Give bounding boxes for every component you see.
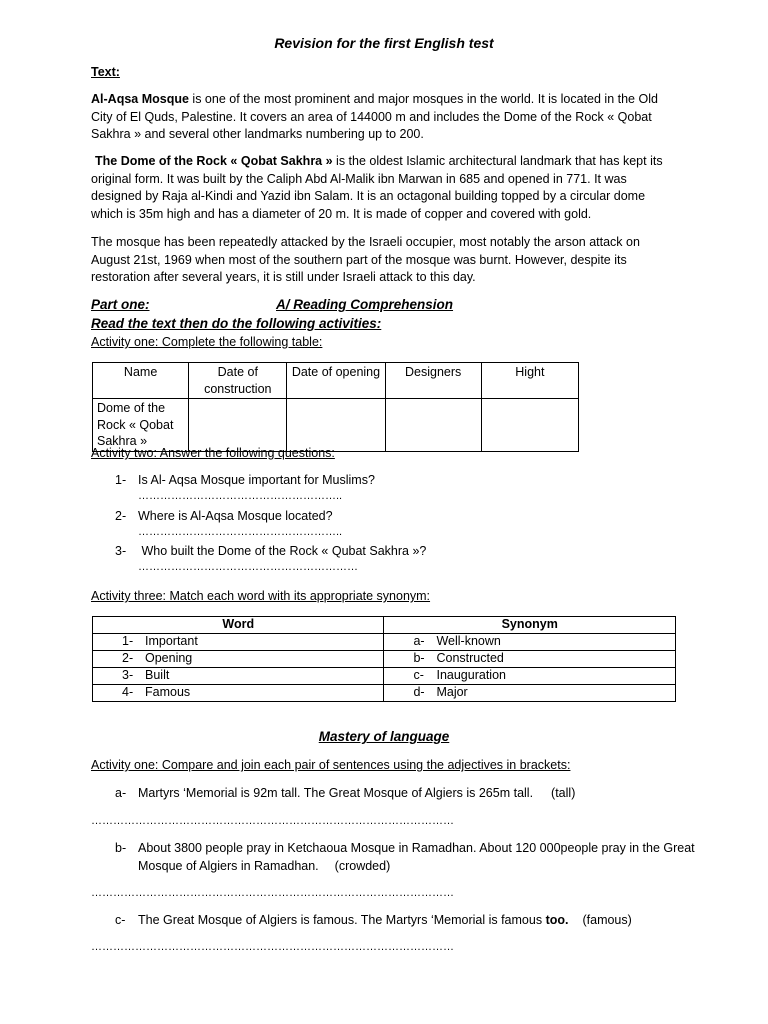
sentence-b [115, 840, 698, 875]
word-text: Famous [145, 685, 191, 700]
question-1-text: Is Al- Aqsa Mosque important for Muslims? [138, 473, 375, 487]
part-one-instruction: Read the text then do the following activities: [91, 316, 382, 331]
sentence-a-text: Martyrs ‘Memorial is 92m tall. The Great Mosque of Algiers is 265m tall. [138, 786, 534, 800]
synonym-header-row [93, 617, 676, 634]
synonym-cell[interactable] [384, 668, 676, 685]
row-dome-name: Dome of the Rock « Qobat Sakhra » [93, 399, 189, 452]
word-number: 1- [122, 634, 134, 649]
table-row [93, 685, 676, 702]
sentence-a-letter: a- [115, 786, 127, 800]
table-header-row [93, 363, 579, 399]
question-3-number: 3- [115, 544, 127, 558]
cell-designers-blank[interactable] [385, 399, 481, 452]
word-number: 4- [122, 685, 134, 700]
synonym-letter: d- [413, 685, 425, 700]
paragraph-3: The mosque has been repeatedly attacked by the Israeli occupier, most notably the arson attack on August 21st, 1969 when most of the southern part of the mosque was burnt. However, despite its restoration after several years, it is still under Israeli attack to this day. [91, 235, 640, 284]
word-number: 3- [122, 668, 134, 683]
table-row [93, 668, 676, 685]
reading-comprehension-heading: A/ Reading Comprehension [276, 297, 454, 312]
cell-hight-blank[interactable] [481, 399, 578, 452]
word-number: 2- [122, 651, 134, 666]
question-3 [115, 544, 426, 558]
answer-line-1[interactable]: ……………………………………………….. [138, 490, 343, 502]
header-date-construction: Date of construction [189, 363, 287, 399]
mastery-activity-title: Activity one: Compare and join each pair of sentences using the adjectives in brackets: [91, 758, 571, 772]
word-text: Opening [145, 651, 193, 666]
paragraph-1-text: is one of the most prominent and major mosques in the world. It is located in the Old City of El Quds, Palestine. It covers an area of 144000 m and includes the Dome of the Rock « Qobat Sakhra » and several other landmarks numbering up to 200. [91, 92, 658, 141]
synonym-table [92, 616, 676, 702]
part-one-label: Part one: [91, 297, 150, 312]
activity-three-title: Activity three: Match each word with its appropriate synonym: [91, 589, 431, 603]
synonym-letter: a- [413, 634, 425, 649]
word-cell[interactable] [93, 634, 384, 651]
table-row [93, 651, 676, 668]
cell-construction-blank[interactable] [189, 399, 287, 452]
synonym-text: Constructed [436, 651, 504, 666]
answer-line-2[interactable]: ……………………………………………….. [138, 526, 343, 538]
page-title: Revision for the first English test [274, 35, 494, 51]
word-cell[interactable] [93, 651, 384, 668]
table-row [93, 634, 676, 651]
sentence-a [115, 786, 675, 800]
answer-line-b[interactable]: ……………………………………………………………………………………… [91, 887, 454, 899]
paragraph-2 [91, 153, 676, 223]
sentence-a-hint: (tall) [551, 786, 576, 800]
header-designers: Designers [385, 363, 481, 399]
word-cell[interactable] [93, 685, 384, 702]
synonym-letter: c- [413, 668, 424, 683]
activity-two-title: Activity two: Answer the following questions: [91, 446, 335, 460]
sentence-c-hint: (famous) [582, 913, 632, 927]
mastery-heading: Mastery of language [318, 729, 450, 744]
synonym-column-header: Synonym [384, 617, 676, 634]
sentence-b-text: About 3800 people pray in Ketchaoua Mosque in Ramadhan. About 120 000people pray in the Great Mosque of Algiers in Ramadhan. [138, 841, 695, 873]
paragraph-1 [91, 91, 676, 144]
word-text: Important [145, 634, 198, 649]
sentence-b-hint: (crowded) [334, 858, 391, 873]
synonym-letter: b- [413, 651, 425, 666]
sentence-c-text: The Great Mosque of Algiers is famous. The Martyrs ‘Memorial is famous [138, 913, 546, 927]
completion-table [92, 362, 579, 452]
cell-opening-blank[interactable] [287, 399, 385, 452]
paragraph-2-bold: The Dome of the Rock « Qobat Sakhra » [95, 154, 333, 168]
synonym-cell[interactable] [384, 651, 676, 668]
synonym-text: Inauguration [436, 668, 506, 683]
sentence-c [115, 913, 675, 927]
word-text: Built [145, 668, 170, 683]
question-2 [115, 509, 333, 523]
question-2-number: 2- [115, 509, 127, 523]
sentence-b-letter: b- [115, 841, 127, 855]
answer-line-a[interactable]: ……………………………………………………………………………………… [91, 815, 454, 827]
header-name: Name [93, 363, 189, 399]
header-hight: Hight [481, 363, 578, 399]
sentence-c-bold: too. [545, 913, 569, 927]
question-1-number: 1- [115, 473, 127, 487]
header-date-opening: Date of opening [287, 363, 385, 399]
synonym-text: Major [436, 685, 468, 700]
sentence-c-letter: c- [115, 913, 126, 927]
table-row [93, 399, 579, 452]
synonym-cell[interactable] [384, 685, 676, 702]
answer-line-c[interactable]: ……………………………………………………………………………………… [91, 941, 454, 953]
question-2-text: Where is Al-Aqsa Mosque located? [138, 509, 333, 523]
word-column-header: Word [93, 617, 384, 634]
synonym-cell[interactable] [384, 634, 676, 651]
text-label: Text: [91, 65, 120, 79]
paragraph-1-bold: Al-Aqsa Mosque [91, 92, 189, 106]
question-3-text: Who built the Dome of the Rock « Qubat Sakhra »? [138, 544, 427, 558]
question-1 [115, 473, 375, 487]
word-cell[interactable] [93, 668, 384, 685]
answer-line-3[interactable]: …………………………………………………… [138, 561, 358, 573]
paragraph-2-text: is the oldest Islamic architectural landmark that has kept its original form. It was built by the Caliph Abd Al-Malik ibn Marwan in 685 and opened in 771. It was designed by Raja al-Kindi and Yazid ibn Salam. It is an octagonal building topped by a circular dome which is 35m high and has a diameter of 20 m. It is made of copper and covered with gold. [91, 154, 663, 221]
activity-one-title: Activity one: Complete the following table: [91, 335, 323, 349]
synonym-text: Well-known [436, 634, 501, 649]
